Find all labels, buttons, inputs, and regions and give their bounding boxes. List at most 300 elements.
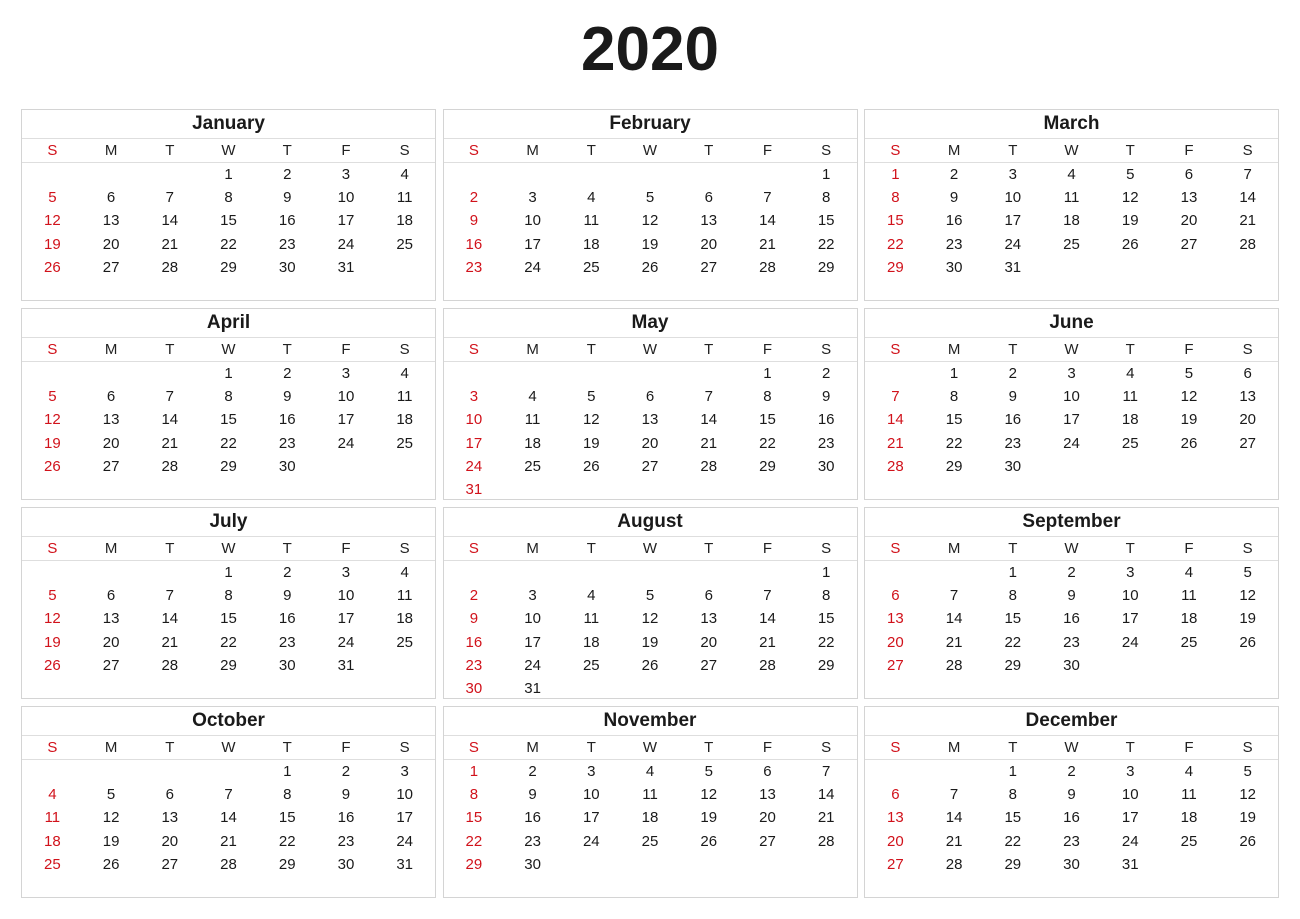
day-cell: 14	[1239, 189, 1257, 207]
day-cell: 19	[1239, 809, 1257, 827]
day-cell: 9	[283, 587, 292, 605]
day-cell: 31	[465, 480, 483, 498]
weekday-label: T	[165, 739, 175, 756]
day-cell: 15	[465, 809, 483, 827]
weekday-label: T	[165, 341, 175, 358]
day-cell: 23	[1004, 434, 1022, 452]
day-cell: 13	[102, 212, 120, 230]
day-cell: 18	[396, 212, 414, 230]
weekday-header	[22, 338, 435, 362]
day-cell: 9	[822, 388, 831, 406]
day-cell: 22	[1004, 633, 1022, 651]
day-cell: 2	[1008, 365, 1017, 382]
day-cell: 4	[645, 763, 655, 780]
week-row	[445, 186, 856, 209]
week-row	[445, 455, 856, 478]
day-cell: 29	[945, 457, 963, 475]
day-cell: 6	[1243, 365, 1252, 382]
weekday-label: W	[1064, 540, 1079, 557]
day-cell: 25	[396, 434, 414, 452]
month-december	[864, 706, 1279, 898]
day-cell: 10	[1004, 189, 1022, 207]
day-cell	[621, 362, 680, 385]
weekday-header	[865, 139, 1278, 163]
day-cell: 6	[1184, 166, 1194, 183]
day-cell: 28	[161, 457, 179, 475]
week-row	[866, 561, 1277, 584]
month-name: August	[444, 508, 857, 537]
day-cell: 1	[822, 166, 831, 183]
day-cell: 5	[1243, 564, 1252, 581]
day-cell	[621, 677, 680, 700]
day-cell: 15	[220, 411, 237, 429]
day-cell	[679, 853, 738, 876]
day-cell: 2	[283, 365, 292, 382]
day-cell: 10	[337, 388, 355, 406]
day-cell: 8	[1008, 786, 1017, 804]
day-cell	[82, 163, 141, 186]
week-row	[23, 830, 434, 853]
week-row	[866, 256, 1277, 279]
day-cell	[199, 760, 258, 783]
day-cell	[562, 163, 621, 186]
weekday-label: T	[1125, 341, 1135, 358]
day-cell: 14	[759, 212, 776, 230]
weekday-label: W	[1064, 341, 1079, 358]
day-cell: 17	[337, 610, 355, 628]
day-cell: 9	[528, 786, 537, 804]
day-cell: 26	[700, 832, 718, 850]
day-cell: 25	[1121, 434, 1139, 452]
day-cell: 4	[400, 166, 409, 183]
weekday-label: W	[1064, 739, 1079, 756]
day-cell: 21	[945, 633, 963, 651]
day-cell: 28	[945, 656, 963, 674]
day-cell	[1042, 455, 1101, 478]
day-cell: 18	[582, 633, 600, 651]
weekday-label: T	[165, 540, 175, 557]
day-cell: 9	[283, 388, 292, 406]
day-cell: 28	[887, 457, 904, 475]
day-cell: 14	[945, 809, 963, 827]
day-cell	[797, 478, 856, 501]
day-cell: 21	[887, 434, 904, 452]
weekday-label: S	[890, 739, 901, 756]
day-cell: 6	[704, 587, 713, 605]
week-row	[445, 607, 856, 630]
day-cell: 21	[161, 434, 179, 452]
month-name: October	[22, 707, 435, 736]
day-cell: 21	[817, 809, 835, 827]
month-january	[21, 109, 436, 301]
day-cell: 2	[949, 166, 959, 183]
day-cell: 2	[1067, 564, 1076, 581]
day-cell: 6	[106, 587, 116, 605]
day-cell	[621, 561, 680, 584]
day-cell: 22	[220, 235, 237, 253]
day-cell: 30	[465, 679, 483, 697]
day-cell	[445, 362, 504, 385]
weekday-label: F	[341, 341, 351, 358]
week-row	[23, 362, 434, 385]
day-cell: 12	[641, 610, 659, 628]
day-cell: 5	[48, 388, 57, 406]
day-cell	[679, 677, 738, 700]
day-cell: 13	[700, 610, 718, 628]
day-cell: 2	[283, 564, 292, 581]
days-grid	[444, 163, 857, 279]
day-cell	[23, 163, 82, 186]
day-cell: 21	[161, 633, 179, 651]
day-cell: 25	[396, 633, 414, 651]
week-row	[23, 853, 434, 876]
weekday-label: W	[221, 341, 236, 358]
day-cell: 31	[337, 656, 355, 674]
weekday-label: F	[341, 142, 351, 159]
day-cell: 30	[1063, 656, 1080, 674]
weekday-header	[444, 338, 857, 362]
week-row	[445, 584, 856, 607]
day-cell: 19	[102, 832, 120, 850]
week-row	[866, 385, 1277, 408]
day-cell	[679, 163, 738, 186]
week-row	[445, 385, 856, 408]
days-grid	[22, 760, 435, 876]
day-cell	[503, 362, 562, 385]
weekday-label: S	[890, 341, 901, 358]
day-cell: 23	[278, 235, 296, 253]
day-cell: 1	[224, 365, 233, 382]
weekday-label: T	[704, 341, 714, 358]
day-cell	[866, 561, 925, 584]
week-row	[23, 432, 434, 455]
weekday-label: S	[399, 142, 410, 159]
day-cell: 25	[1180, 832, 1198, 850]
day-cell	[375, 654, 434, 677]
day-cell: 20	[887, 832, 904, 850]
day-cell: 31	[1004, 258, 1022, 276]
day-cell: 9	[1067, 587, 1076, 605]
day-cell: 10	[337, 189, 355, 207]
week-row	[23, 186, 434, 209]
week-row	[866, 408, 1277, 431]
day-cell: 10	[396, 786, 414, 804]
day-cell	[866, 362, 925, 385]
day-cell: 25	[1180, 633, 1198, 651]
weekday-label: T	[586, 739, 596, 756]
day-cell: 29	[887, 258, 904, 276]
day-cell: 4	[1184, 564, 1194, 581]
day-cell: 5	[645, 189, 655, 207]
day-cell: 17	[1063, 411, 1080, 429]
day-cell: 7	[704, 388, 713, 406]
weekday-label: S	[890, 142, 901, 159]
day-cell: 13	[102, 610, 120, 628]
day-cell: 14	[759, 610, 776, 628]
day-cell: 29	[817, 258, 835, 276]
day-cell: 5	[48, 189, 57, 207]
day-cell: 26	[641, 258, 659, 276]
day-cell: 30	[278, 258, 296, 276]
weekday-header	[444, 537, 857, 561]
day-cell: 22	[278, 832, 296, 850]
week-row	[23, 760, 434, 783]
day-cell: 13	[641, 411, 659, 429]
day-cell: 28	[1239, 235, 1257, 253]
day-cell: 1	[224, 166, 233, 183]
day-cell: 13	[700, 212, 718, 230]
weekday-label: S	[47, 341, 58, 358]
day-cell: 13	[102, 411, 120, 429]
day-cell: 28	[759, 258, 776, 276]
weekday-label: T	[704, 142, 714, 159]
day-cell: 3	[400, 763, 409, 780]
day-cell: 24	[524, 656, 541, 674]
day-cell: 21	[945, 832, 963, 850]
month-name: June	[865, 309, 1278, 338]
day-cell: 15	[220, 610, 237, 628]
day-cell: 13	[161, 809, 179, 827]
day-cell: 29	[1004, 855, 1022, 873]
day-cell: 25	[1063, 235, 1080, 253]
day-cell: 11	[1181, 786, 1197, 804]
day-cell: 28	[161, 258, 179, 276]
month-october	[21, 706, 436, 898]
day-cell: 7	[891, 388, 900, 406]
day-cell	[503, 561, 562, 584]
day-cell: 7	[165, 189, 174, 207]
weekday-label: S	[399, 341, 410, 358]
day-cell: 2	[528, 763, 537, 780]
day-cell: 1	[224, 564, 233, 581]
day-cell: 22	[1004, 832, 1022, 850]
weekday-label: T	[704, 540, 714, 557]
day-cell: 9	[469, 212, 479, 230]
day-cell: 23	[278, 633, 296, 651]
day-cell: 15	[945, 411, 963, 429]
day-cell: 3	[1067, 365, 1076, 382]
week-row	[23, 385, 434, 408]
week-row	[23, 783, 434, 806]
day-cell: 24	[337, 434, 355, 452]
day-cell: 20	[759, 809, 776, 827]
day-cell: 27	[1239, 434, 1257, 452]
week-row	[445, 760, 856, 783]
days-grid	[865, 362, 1278, 478]
weekday-label: F	[762, 142, 773, 159]
day-cell: 12	[44, 610, 61, 628]
month-november	[443, 706, 858, 898]
day-cell: 6	[645, 388, 655, 406]
day-cell: 14	[161, 610, 179, 628]
day-cell: 12	[44, 212, 61, 230]
day-cell: 11	[642, 786, 658, 804]
weekday-label: W	[221, 142, 236, 159]
day-cell: 26	[102, 855, 120, 873]
day-cell: 8	[224, 587, 233, 605]
days-grid	[865, 163, 1278, 279]
day-cell: 21	[161, 235, 179, 253]
day-cell: 10	[1121, 786, 1139, 804]
day-cell: 18	[582, 235, 600, 253]
days-grid	[444, 760, 857, 876]
weekday-label: M	[104, 739, 118, 756]
day-cell: 24	[582, 832, 600, 850]
day-cell: 12	[641, 212, 659, 230]
day-cell: 6	[891, 587, 900, 605]
weekday-label: W	[642, 341, 658, 358]
day-cell: 4	[400, 365, 409, 382]
day-cell	[679, 362, 738, 385]
week-row	[866, 455, 1277, 478]
day-cell: 28	[161, 656, 179, 674]
weekday-label: S	[399, 540, 410, 557]
day-cell	[23, 362, 82, 385]
day-cell: 23	[817, 434, 835, 452]
day-cell	[503, 478, 562, 501]
weekday-label: T	[282, 341, 292, 358]
week-row	[866, 853, 1277, 876]
day-cell: 27	[102, 656, 120, 674]
month-february	[443, 109, 858, 301]
day-cell: 3	[1008, 166, 1017, 183]
weekday-label: F	[762, 739, 773, 756]
day-cell: 17	[337, 411, 355, 429]
month-name: July	[22, 508, 435, 537]
day-cell: 7	[949, 587, 959, 605]
day-cell: 4	[528, 388, 537, 406]
day-cell: 1	[283, 763, 292, 780]
week-row	[866, 209, 1277, 232]
month-name: September	[865, 508, 1278, 537]
week-row	[445, 853, 856, 876]
day-cell: 5	[106, 786, 116, 804]
day-cell: 11	[524, 411, 541, 429]
day-cell	[82, 561, 141, 584]
day-cell: 7	[949, 786, 959, 804]
day-cell: 19	[44, 434, 61, 452]
day-cell: 20	[102, 633, 120, 651]
day-cell: 22	[465, 832, 483, 850]
day-cell: 16	[278, 411, 296, 429]
day-cell: 17	[582, 809, 600, 827]
day-cell: 7	[165, 388, 174, 406]
weekday-label: T	[1008, 739, 1018, 756]
day-cell	[1218, 853, 1277, 876]
day-cell: 8	[949, 388, 959, 406]
day-cell: 29	[278, 855, 296, 873]
day-cell: 29	[220, 258, 237, 276]
day-cell	[562, 362, 621, 385]
day-cell: 10	[582, 786, 600, 804]
day-cell: 13	[759, 786, 776, 804]
day-cell	[621, 163, 680, 186]
day-cell: 20	[887, 633, 904, 651]
day-cell	[738, 163, 797, 186]
day-cell: 2	[469, 587, 479, 605]
day-cell: 25	[582, 258, 600, 276]
week-row	[23, 408, 434, 431]
weekday-label: S	[1242, 142, 1253, 159]
day-cell: 11	[1063, 189, 1080, 207]
day-cell: 7	[165, 587, 174, 605]
day-cell	[738, 677, 797, 700]
day-cell: 23	[524, 832, 541, 850]
weekday-label: S	[468, 142, 479, 159]
weekday-label: S	[468, 341, 479, 358]
day-cell	[866, 760, 925, 783]
weekday-header	[865, 537, 1278, 561]
day-cell: 28	[759, 656, 776, 674]
day-cell: 29	[220, 656, 237, 674]
week-row	[445, 806, 856, 829]
day-cell: 16	[465, 235, 483, 253]
day-cell: 18	[1063, 212, 1080, 230]
day-cell: 30	[817, 457, 835, 475]
weekday-label: T	[1125, 739, 1135, 756]
days-grid	[22, 163, 435, 279]
day-cell: 31	[524, 679, 541, 697]
day-cell	[1218, 455, 1277, 478]
day-cell: 6	[891, 786, 900, 804]
day-cell: 15	[220, 212, 237, 230]
weekday-label: S	[47, 142, 58, 159]
day-cell: 17	[396, 809, 414, 827]
month-name: May	[444, 309, 857, 338]
day-cell: 27	[700, 656, 718, 674]
day-cell: 5	[645, 587, 655, 605]
day-cell: 11	[396, 587, 413, 605]
month-july	[21, 507, 436, 699]
day-cell: 4	[1067, 166, 1076, 183]
day-cell	[445, 163, 504, 186]
weekday-label: M	[526, 341, 539, 358]
day-cell: 29	[759, 457, 776, 475]
weekday-label: M	[947, 142, 961, 159]
day-cell: 3	[341, 166, 351, 183]
day-cell: 12	[1239, 786, 1257, 804]
day-cell: 5	[1126, 166, 1135, 183]
day-cell	[1160, 256, 1219, 279]
day-cell: 19	[44, 235, 61, 253]
day-cell: 18	[1180, 610, 1198, 628]
day-cell: 18	[641, 809, 659, 827]
day-cell: 14	[700, 411, 718, 429]
day-cell: 30	[278, 457, 296, 475]
day-cell: 13	[1239, 388, 1257, 406]
day-cell	[562, 478, 621, 501]
day-cell: 20	[161, 832, 179, 850]
day-cell: 26	[1239, 633, 1257, 651]
days-grid	[865, 561, 1278, 677]
day-cell	[621, 478, 680, 501]
day-cell	[925, 561, 984, 584]
day-cell	[82, 760, 141, 783]
day-cell: 9	[1067, 786, 1076, 804]
day-cell: 13	[887, 809, 904, 827]
day-cell: 17	[1121, 809, 1139, 827]
day-cell: 22	[220, 434, 237, 452]
day-cell: 30	[337, 855, 355, 873]
day-cell: 17	[465, 434, 483, 452]
week-row	[445, 256, 856, 279]
day-cell	[621, 853, 680, 876]
day-cell: 3	[587, 763, 596, 780]
day-cell: 15	[759, 411, 776, 429]
weekday-header	[444, 139, 857, 163]
weekday-label: T	[586, 540, 596, 557]
day-cell: 19	[1239, 610, 1257, 628]
